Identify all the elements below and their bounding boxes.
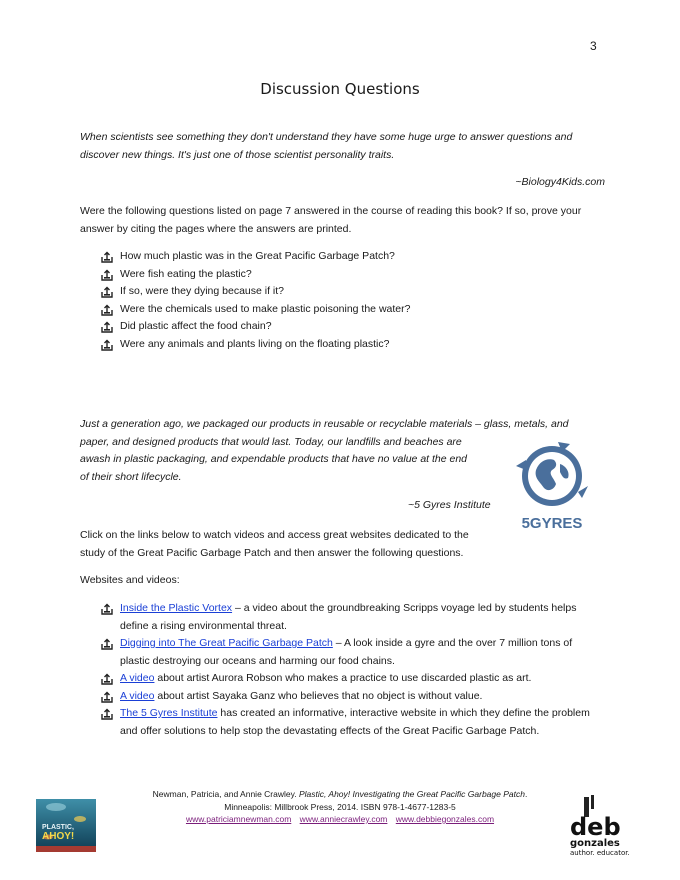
tray-arrow-bullet-icon <box>101 339 113 351</box>
question-text: How much plastic was in the Great Pacific Garbage Patch? <box>120 250 395 262</box>
resource-description: – A look inside a gyre and the over 7 million tons of plastic destroying our oceans and harming our food chains. <box>120 637 573 667</box>
resources-list <box>101 600 601 740</box>
resource-description: has created an informative, interactive website in which they define the problem and offer solutions to help stop the devastating effects of the Great Pacific Garbage Patch. <box>120 707 590 737</box>
footer-link-debbie-gonzales[interactable]: www.debbiegonzales.com <box>395 814 495 824</box>
5gyres-logo-label: 5GYRES <box>521 515 583 532</box>
page-title: Discussion Questions <box>260 80 420 98</box>
links-intro-line: Click on the links below to watch videos and access great websites dedicated to the <box>80 529 469 541</box>
question-text: Were any animals and plants living on the floating plastic? <box>120 337 390 350</box>
footer-link-patricia-newman[interactable]: www.patriciamnewman.com <box>185 814 292 824</box>
resource-link-sayaka-ganz-video[interactable]: A video <box>120 689 155 702</box>
quote-5gyres-line: Just a generation ago, we packaged our products in reusable or recyclable materials – glass, metals, and <box>80 418 569 430</box>
globe-recycle-icon <box>512 440 592 536</box>
page-number: 3 <box>590 39 597 53</box>
resource-description: about artist Aurora Robson who makes a practice to use discarded plastic as art. <box>154 672 532 684</box>
deb-logo-surname: gonzales <box>570 838 620 849</box>
footer-link-annie-crawley[interactable]: www.anniecrawley.com <box>299 814 388 824</box>
tray-arrow-bullet-icon <box>101 708 113 720</box>
resource-description: – a video about the groundbreaking Scripps voyage led by students helps define a rising environmental threat. <box>120 602 577 632</box>
links-intro-line: study of the Great Pacific Garbage Patch and then answer the following questions. <box>80 546 464 559</box>
list-item <box>101 318 601 336</box>
quote-5gyres-line: of their short lifecycle. <box>80 470 182 483</box>
question-text: Were fish eating the plastic? <box>120 267 252 280</box>
pencil-icon <box>566 795 636 859</box>
tray-arrow-bullet-icon <box>101 321 113 333</box>
tray-arrow-bullet-icon <box>101 673 113 685</box>
list-item <box>101 248 601 266</box>
tray-arrow-bullet-icon <box>101 269 113 281</box>
list-item <box>101 301 601 319</box>
footer-links <box>120 813 560 826</box>
tray-arrow-bullet-icon <box>101 691 113 703</box>
deb-gonzales-logo <box>566 795 636 859</box>
tray-arrow-bullet-icon <box>101 286 113 298</box>
deb-logo-name: deb <box>570 813 621 841</box>
quote-biology4kids-attribution: ~Biology4Kids.com <box>515 176 605 188</box>
book-cover-art <box>36 799 96 852</box>
list-item <box>101 336 601 354</box>
quote-5gyres-line: paper, and designed products that would last. Today, our landfills and beaches are <box>80 435 462 448</box>
resource-link-5-gyres-institute[interactable]: The 5 Gyres Institute <box>120 707 218 719</box>
quote-5gyres-line: awash in plastic packaging, and expendable products that have no value at the end <box>80 453 468 465</box>
5gyres-logo <box>512 440 592 536</box>
list-item <box>101 705 601 740</box>
list-item <box>101 600 601 635</box>
cover-title-line2: AHOY! <box>42 831 75 842</box>
citation-book-title: Plastic, Ahoy! Investigating the Great Pacific Garbage Patch <box>298 789 525 799</box>
quote-5gyres-attribution: ~5 Gyres Institute <box>408 499 491 511</box>
links-intro <box>80 527 510 562</box>
citation-publisher: Minneapolis: Millbrook Press, 2014. ISBN 978-1-4677-1283-5 <box>224 801 456 812</box>
quote-biology4kids: When scientists see something they don't understand they have some huge urge to answer questions and discover new things. It's just one of those scientist personality traits. <box>80 131 573 161</box>
question-text: Did plastic affect the food chain? <box>120 320 272 332</box>
tray-arrow-bullet-icon <box>101 603 113 615</box>
tray-arrow-bullet-icon <box>101 304 113 316</box>
footer-citation <box>120 788 560 826</box>
list-item <box>101 670 601 688</box>
intro-paragraph: Were the following questions listed on page 7 answered in the course of reading this book? If so, prove your answer by citing the pages where the answers are printed. <box>80 205 582 235</box>
resource-description: about artist Sayaka Ganz who believes that no object is without value. <box>154 689 483 702</box>
resource-link-aurora-robson-video[interactable]: A video <box>120 672 155 684</box>
list-item <box>101 635 601 670</box>
list-item <box>101 283 601 301</box>
question-text: If so, were they dying because if it? <box>120 285 285 297</box>
cover-title-line1: PLASTIC, <box>42 824 74 831</box>
citation-authors: Newman, Patricia, and Annie Crawley. <box>152 789 299 799</box>
citation-line <box>120 788 560 801</box>
book-cover-image <box>36 799 96 852</box>
questions-list <box>101 248 601 353</box>
deb-logo-tagline: author. educator. <box>570 849 630 857</box>
websites-heading: Websites and videos: <box>80 574 180 586</box>
citation-period: . <box>524 789 528 799</box>
resource-link-digging-garbage-patch[interactable]: Digging into The Great Pacific Garbage Patch <box>120 637 333 649</box>
tray-arrow-bullet-icon <box>101 638 113 650</box>
list-item <box>101 688 601 706</box>
question-text: Were the chemicals used to make plastic poisoning the water? <box>120 302 411 315</box>
resource-link-plastic-vortex[interactable]: Inside the Plastic Vortex <box>120 602 233 614</box>
tray-arrow-bullet-icon <box>101 251 113 263</box>
list-item <box>101 266 601 284</box>
